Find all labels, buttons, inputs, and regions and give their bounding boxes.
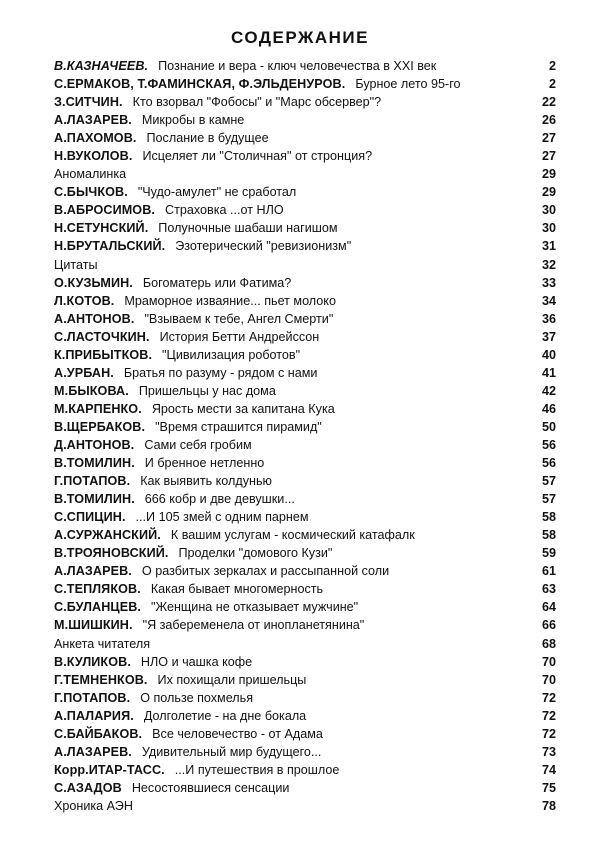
toc-entry-title: Кто взорвал "Фобосы" и "Марс обсервер"? (132, 95, 382, 110)
toc-entry-title: "Взываем к тебе, Ангел Смерти" (144, 311, 334, 326)
toc-entry-title: О пользе похмелья (140, 690, 254, 705)
toc-entry (54, 382, 556, 400)
toc-entry (54, 779, 556, 797)
toc-entry-title: Несостоявшиеся сенсации (131, 780, 290, 795)
toc-entry-title: Анкета читателя (54, 636, 151, 651)
toc-entry-page: 59 (541, 546, 556, 561)
toc-entry-page: 32 (541, 257, 556, 272)
toc-entry-page: 75 (541, 780, 556, 795)
toc-entry-author: С.ЛАСТОЧКИН. (54, 329, 150, 344)
toc-entry-title: "Чудо-амулет" не сработал (137, 185, 297, 200)
toc-entry-title: Все человечество - от Адама (152, 726, 323, 741)
toc-entry-page: 57 (541, 474, 556, 489)
toc-entry (54, 689, 556, 707)
toc-entry-author: А.ПАЛАРИЯ. (54, 708, 134, 723)
toc-entry-page: 31 (541, 239, 556, 254)
toc-entry-page: 50 (541, 419, 556, 434)
toc-entry-title: ...И 105 змей с одним парнем (135, 510, 309, 525)
table-of-contents (54, 57, 556, 815)
toc-entry-page: 66 (541, 618, 556, 633)
toc-entry-author: В.ТРОЯНОВСКИЙ. (54, 546, 169, 561)
toc-entry-author: Г.ТЕМНЕНКОВ. (54, 672, 148, 687)
toc-entry-page: 42 (541, 383, 556, 398)
toc-entry (54, 256, 556, 274)
toc-entry (54, 454, 556, 472)
toc-entry (54, 93, 556, 111)
toc-entry (54, 490, 556, 508)
toc-entry-title: Исцеляет ли "Столичная" от стронция? (142, 149, 373, 164)
toc-entry-author: В.ЩЕРБАКОВ. (54, 419, 146, 434)
toc-entry (54, 183, 556, 201)
toc-entry-page: 78 (541, 798, 556, 813)
toc-entry (54, 165, 556, 183)
toc-entry-title: "Я забеременела от инопланетянина" (142, 618, 365, 633)
toc-entry-author: М.БЫКОВА. (54, 383, 129, 398)
toc-entry-title: Аномалинка (54, 167, 127, 182)
toc-entry-author: Корр.ИТАР-ТАСС. (54, 762, 165, 777)
toc-entry-author: В.ТОМИЛИН. (54, 492, 135, 507)
toc-entry (54, 616, 556, 634)
toc-entry-page: 56 (541, 456, 556, 471)
toc-entry-author: Д.АНТОНОВ. (54, 437, 135, 452)
toc-entry-author: В.АБРОСИМОВ. (54, 203, 155, 218)
toc-entry-page: 37 (541, 329, 556, 344)
toc-entry (54, 580, 556, 598)
toc-entry-author: А.АНТОНОВ. (54, 311, 135, 326)
toc-entry (54, 436, 556, 454)
toc-entry (54, 743, 556, 761)
toc-entry (54, 219, 556, 237)
toc-entry-page: 2 (548, 77, 556, 92)
toc-entry-title: История Бетти Андрейссон (159, 329, 320, 344)
toc-entry (54, 57, 556, 75)
toc-entry (54, 400, 556, 418)
toc-entry-author: О.КУЗЬМИН. (54, 275, 133, 290)
toc-entry-author: А.ЛАЗАРЕВ. (54, 564, 132, 579)
toc-entry (54, 635, 556, 653)
toc-entry-page: 41 (541, 365, 556, 380)
toc-entry (54, 75, 556, 93)
toc-entry (54, 598, 556, 616)
toc-entry-page: 61 (541, 564, 556, 579)
toc-entry-author: Г.ПОТАПОВ. (54, 474, 131, 489)
toc-entry-page: 29 (541, 185, 556, 200)
toc-entry-title: Проделки "домового Кузи" (178, 546, 333, 561)
toc-entry (54, 472, 556, 490)
toc-entry-author: В.КУЛИКОВ. (54, 654, 131, 669)
toc-entry-title: "Цивилизация роботов" (162, 347, 301, 362)
toc-entry-page: 33 (541, 275, 556, 290)
toc-entry-title: 666 кобр и две девушки... (144, 492, 295, 507)
toc-entry-title: Долголетие - на дне бокала (143, 708, 307, 723)
toc-entry-page: 72 (541, 708, 556, 723)
toc-entry-page: 72 (541, 690, 556, 705)
toc-entry-title: Эзотерический "ревизионизм" (175, 239, 352, 254)
toc-entry (54, 111, 556, 129)
toc-entry-page: 58 (541, 510, 556, 525)
toc-entry (54, 147, 556, 165)
toc-entry-page: 27 (541, 131, 556, 146)
toc-entry (54, 797, 556, 815)
toc-entry (54, 129, 556, 147)
toc-entry-author: Н.ВУКОЛОВ. (54, 149, 133, 164)
toc-entry-title: "Женщина не отказывает мужчине" (151, 600, 359, 615)
toc-entry-author: М.КАРПЕНКО. (54, 401, 142, 416)
toc-entry (54, 526, 556, 544)
toc-entry (54, 328, 556, 346)
toc-entry-author: А.ПАХОМОВ. (54, 131, 137, 146)
toc-entry-title: Познание и вера - ключ человечества в XXI век (158, 59, 437, 73)
toc-entry (54, 653, 556, 671)
toc-entry (54, 274, 556, 292)
toc-entry (54, 346, 556, 364)
toc-entry-page: 2 (548, 59, 556, 73)
toc-entry-page: 46 (541, 401, 556, 416)
toc-entry-page: 29 (541, 167, 556, 182)
toc-entry-title: Послание в будущее (146, 131, 269, 146)
toc-entry-title: О разбитых зеркалах и рассыпанной соли (141, 564, 390, 579)
toc-entry-page: 26 (541, 113, 556, 128)
toc-entry (54, 562, 556, 580)
toc-entry-title: Бурное лето 95-го (355, 77, 461, 92)
toc-entry-author: С.СПИЦИН. (54, 510, 126, 525)
toc-entry-author: С.БУЛАНЦЕВ. (54, 600, 142, 615)
toc-entry (54, 418, 556, 436)
toc-entry-page: 30 (541, 221, 556, 236)
toc-entry-page: 74 (541, 762, 556, 777)
toc-entry (54, 310, 556, 328)
toc-entry (54, 544, 556, 562)
toc-entry-title: Микробы в камне (141, 113, 245, 128)
toc-entry-title: Мраморное изваяние... пьет молоко (124, 293, 336, 308)
toc-entry-page: 58 (541, 528, 556, 543)
toc-entry-page: 68 (541, 636, 556, 651)
toc-entry-author: С.БАЙБАКОВ. (54, 726, 143, 741)
toc-entry (54, 292, 556, 310)
page-title: СОДЕРЖАНИЕ (231, 28, 369, 47)
toc-entry (54, 707, 556, 725)
toc-entry-title: Полуночные шабаши нагишом (158, 221, 338, 236)
toc-entry-page: 63 (541, 582, 556, 597)
toc-entry-page: 64 (541, 600, 556, 615)
toc-entry-title: Удивительный мир будущего... (141, 744, 322, 759)
toc-entry-title: Хроника АЭН (54, 798, 133, 813)
toc-entry-title: "Время страшится пирамид" (155, 419, 322, 434)
toc-entry-author: А.СУРЖАНСКИЙ. (54, 528, 161, 543)
toc-entry-page: 22 (541, 95, 556, 110)
toc-entry-author: В.КАЗНАЧЕЕВ. (54, 59, 149, 73)
toc-entry (54, 761, 556, 779)
toc-entry-page: 72 (541, 726, 556, 741)
toc-entry-page: 73 (541, 744, 556, 759)
toc-entry-author: В.ТОМИЛИН. (54, 456, 135, 471)
toc-entry-author: С.АЗАДОВ (54, 780, 122, 795)
toc-entry-title: Пришельцы у нас дома (138, 383, 276, 398)
toc-entry-author: А.ЛАЗАРЕВ. (54, 744, 132, 759)
toc-entry (54, 201, 556, 219)
toc-entry-title: Братья по разуму - рядом с нами (123, 365, 318, 380)
toc-entry-author: Н.БРУТАЛЬСКИЙ. (54, 239, 166, 254)
toc-entry-page: 27 (541, 149, 556, 164)
toc-entry (54, 671, 556, 689)
toc-entry-author: З.СИТЧИН. (54, 95, 123, 110)
toc-entry-author: С.БЫЧКОВ. (54, 185, 128, 200)
toc-entry (54, 508, 556, 526)
toc-entry-title: Какая бывает многомерность (150, 582, 324, 597)
toc-entry-title: Как выявить колдунью (140, 474, 272, 489)
toc-entry-author: А.УРБАН. (54, 365, 114, 380)
toc-entry-author: М.ШИШКИН. (54, 618, 133, 633)
toc-entry (54, 364, 556, 382)
toc-entry-author: А.ЛАЗАРЕВ. (54, 113, 132, 128)
toc-entry-author: С.ТЕПЛЯКОВ. (54, 582, 141, 597)
toc-entry-page: 56 (541, 437, 556, 452)
toc-entry-title: Богоматерь или Фатима? (142, 275, 292, 290)
toc-entry-title: Ярость мести за капитана Кука (151, 401, 335, 416)
toc-entry-author: С.ЕРМАКОВ, Т.ФАМИНСКАЯ, Ф.ЭЛЬДЕНУРОВ. (54, 77, 346, 92)
toc-entry-title: К вашим услугам - космический катафалк (170, 528, 415, 543)
toc-entry (54, 237, 556, 255)
toc-entry-title: Цитаты (54, 257, 98, 272)
toc-entry (54, 725, 556, 743)
toc-entry-page: 57 (541, 492, 556, 507)
toc-entry-title: Страховка ...от НЛО (165, 203, 284, 218)
toc-entry-title: Их похищали пришельцы (157, 672, 307, 687)
toc-entry-page: 70 (541, 654, 556, 669)
toc-entry-author: Л.КОТОВ. (54, 293, 115, 308)
toc-entry-title: И бренное нетленно (144, 456, 265, 471)
toc-entry-title: Сами себя гробим (144, 437, 252, 452)
toc-entry-author: Г.ПОТАПОВ. (54, 690, 131, 705)
toc-entry-page: 30 (541, 203, 556, 218)
toc-entry-page: 36 (541, 311, 556, 326)
toc-entry-author: Н.СЕТУНСКИЙ. (54, 221, 149, 236)
toc-entry-page: 40 (541, 347, 556, 362)
toc-entry-page: 34 (541, 293, 556, 308)
toc-entry-title: НЛО и чашка кофе (140, 654, 253, 669)
toc-entry-author: К.ПРИБЫТКОВ. (54, 347, 153, 362)
toc-entry-title: ...И путешествия в прошлое (174, 762, 340, 777)
toc-entry-page: 70 (541, 672, 556, 687)
